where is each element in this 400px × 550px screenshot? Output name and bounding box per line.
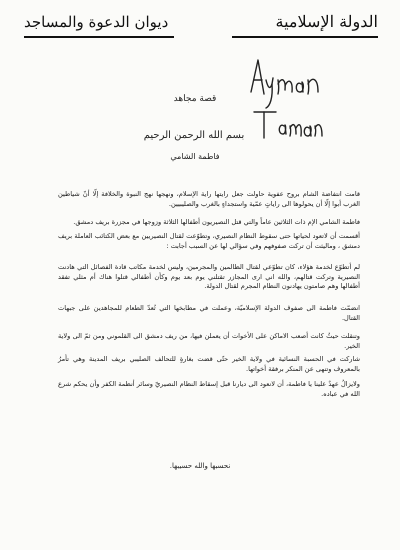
author-name: فاطمة الشامي <box>170 152 220 161</box>
letterhead-left: ديوان الدعوة والمساجد <box>24 10 174 38</box>
closing-line: نحسبها والله حسيبها. <box>169 462 231 470</box>
paragraph: لم أتطوّع لخدمة هؤلاء، كان تطوّعي لقتال الظالمين والمجرمين، وليس لخدمة مكاتب قادة الفصائل التي هادنت النصيرية وتركت قتالهم، والله اني ارى المجازر تقتلني يوم بعد يوم وكأن أطفالي قتلوا هناك أم مثلي تفقد أطفالها وهم صامتون يهادنون النظام المجرم لقتال الدولة. <box>58 263 360 291</box>
paragraph: وتنقلت حيثُ كانت أصعب الاماكن على الأخوات أن يعملن فيها، من ريف دمشق الى القلموني ومن ثمّ الى ولاية الخير. <box>58 332 360 350</box>
paragraph: ولايزالُ عهدٌ علينا يا فاطمة، أن لانعود الى ديارنا قبل إسقاط النظام النصيريّ وسائر أنظمة الكفر وأن يحكم شرع الله في عباده. <box>58 380 360 398</box>
paragraph: فاطمة الشامي الإم ذات الثلاثين عاماً والتي قتل النصيريون أطفالها الثلاثة وزوجها في مجزرة بريف دمشق. <box>73 218 360 226</box>
paragraph: قامت انتفاضة الشام بروح عفوية حاولت جعل رايتها راية الإسلام، ونهجها نهج النبوة والخلافة إلّا أنّ شياطين الغرب أبوا إلّا أن يحولوها الى راياتٍ عمّية واستجداءٍ بالغرب والصليبيين. <box>58 190 360 208</box>
paragraph: انضمّت فاطمة الى صفوف الدولة الإسلاميّة، وعملت في مطابخها التي تُعدّ الطعام للمجاهدين على جبهات القتال. <box>58 304 360 322</box>
basmala: بسم الله الرحمن الرحيم <box>143 130 245 141</box>
paragraph: شاركت في الحسبة النسائية في ولاية الخير حتّى قضت بغارةٍ للتحالف الصليبي بريف المدينة وهي تأمرُ بالمعروف وتنهى عن المنكر برفقة أخواتها. <box>58 355 360 373</box>
paragraph: أقسمت أن لاتعود لحياتها حتى سقوط النظام النصيري، وتطوّعت لقتال النصيريين مع بعض الكتائب العاملة بريف دمشق ، وماليثت أن تركت صفوفهم وفي سؤالي لها عن السبب أجابت : <box>58 232 360 250</box>
letterhead-right: الدولة الإسلامية <box>232 10 378 38</box>
document-heading: قصة مجاهد <box>173 94 217 104</box>
